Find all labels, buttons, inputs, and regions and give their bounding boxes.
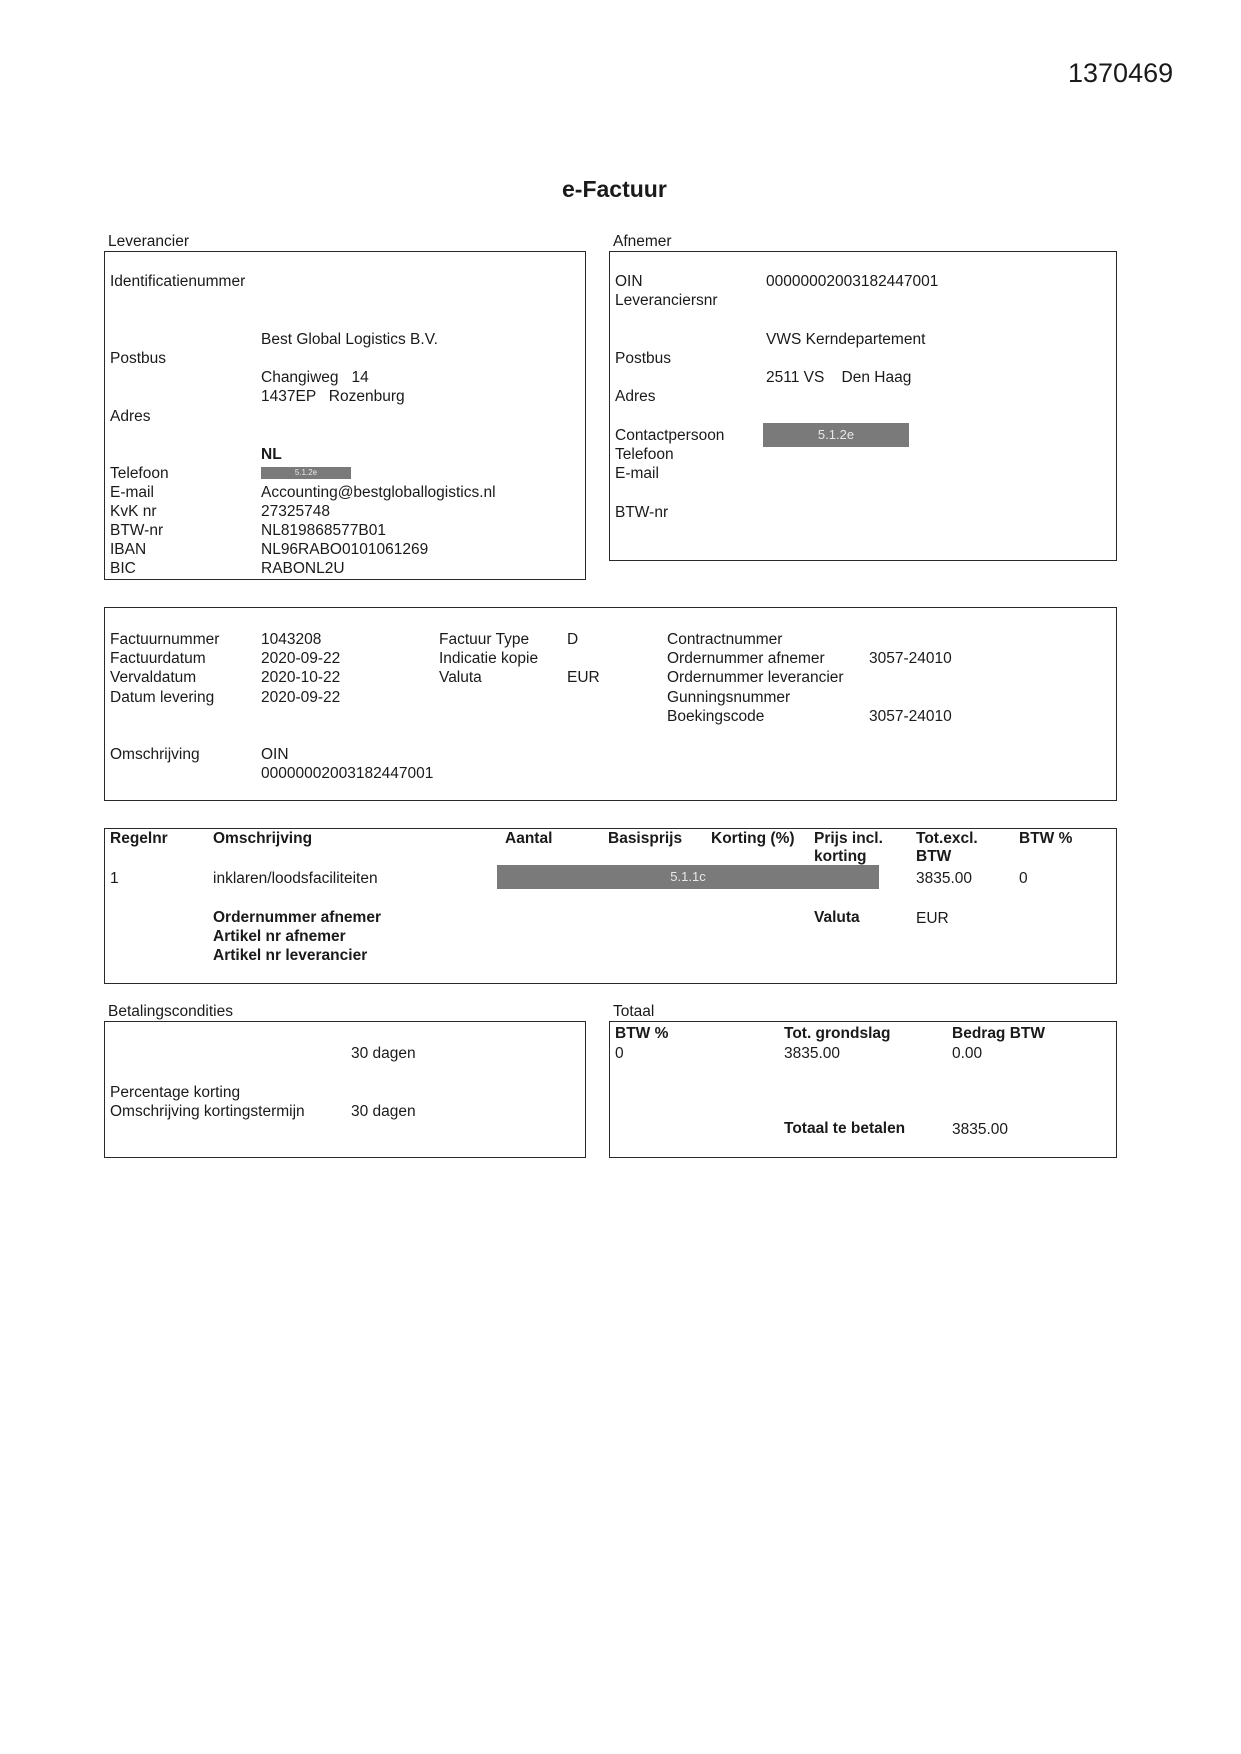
header-tot-line2: BTW [916,848,952,865]
customer-supplier-number-label: Leveranciersnr [615,292,718,309]
invoice-copy-label: Indicatie kopie [439,650,539,667]
invoice-number: 1043208 [261,631,322,648]
row-tot-excl: 3835.00 [916,870,973,887]
header-prijs-line1: Prijs incl. [814,830,883,847]
invoice-order-customer-label: Ordernummer afnemer [667,650,825,667]
totals-header-btw: BTW % [615,1025,669,1042]
row-price-redaction: 5.1.1c [497,865,879,889]
invoice-info-box [104,607,1117,801]
invoice-award-label: Gunningsnummer [667,689,791,706]
customer-box [609,251,1117,561]
header-prijs-line2: korting [814,848,867,865]
invoice-date: 2020-09-22 [261,650,341,667]
invoice-type: D [567,631,579,648]
page-number: 1370469 [1068,58,1174,88]
totals-base: 3835.00 [784,1045,841,1062]
payment-discount-term: 30 dagen [351,1103,416,1120]
header-btw: BTW % [1019,830,1073,847]
invoice-number-label: Factuurnummer [110,631,220,648]
detail-article-customer-label: Artikel nr afnemer [213,928,346,945]
totals-header-base: Tot. grondslag [784,1025,891,1042]
supplier-phone-redaction: 5.1.2e [261,467,351,479]
supplier-kvk: 27325748 [261,503,330,520]
customer-postal-city: 2511 VS Den Haag [766,369,912,386]
detail-order-customer-label: Ordernummer afnemer [213,909,381,926]
detail-article-supplier-label: Artikel nr leverancier [213,947,368,964]
header-regelnr: Regelnr [110,830,168,847]
customer-email-label: E-mail [615,465,659,482]
invoice-due-label: Vervaldatum [110,669,197,686]
payment-term: 30 dagen [351,1045,416,1062]
payment-section-label: Betalingscondities [108,1003,233,1020]
payment-discount-pct-label: Percentage korting [110,1084,241,1101]
header-basisprijs: Basisprijs [608,830,683,847]
totals-box [609,1021,1117,1158]
supplier-address-label: Adres [110,408,151,425]
customer-name: VWS Kerndepartement [766,331,926,348]
customer-oin: 00000002003182447001 [766,273,939,290]
invoice-currency: EUR [567,669,600,686]
row-regelnr: 1 [110,870,119,887]
supplier-country: NL [261,446,282,463]
invoice-delivery: 2020-09-22 [261,689,341,706]
row-btw: 0 [1019,870,1028,887]
detail-currency-label: Valuta [814,909,860,926]
customer-btw-label: BTW-nr [615,504,669,521]
invoice-booking-label: Boekingscode [667,708,765,725]
customer-contact-label: Contactpersoon [615,427,725,444]
invoice-booking: 3057-24010 [869,708,952,725]
invoice-due: 2020-10-22 [261,669,341,686]
customer-postbus-label: Postbus [615,350,672,367]
payment-discount-term-label: Omschrijving kortingstermijn [110,1103,305,1120]
supplier-box [104,251,586,580]
invoice-type-label: Factuur Type [439,631,530,648]
supplier-name: Best Global Logistics B.V. [261,331,438,348]
supplier-postbus-label: Postbus [110,350,167,367]
invoice-delivery-label: Datum levering [110,689,215,706]
detail-currency: EUR [916,910,949,927]
invoice-description-line1: OIN [261,746,289,763]
header-tot-line1: Tot.excl. [916,830,978,847]
header-aantal: Aantal [505,830,553,847]
customer-address-label: Adres [615,388,656,405]
header-omschrijving: Omschrijving [213,830,313,847]
invoice-date-label: Factuurdatum [110,650,206,667]
supplier-btw-label: BTW-nr [110,522,164,539]
invoice-description-label: Omschrijving [110,746,200,763]
invoice-currency-label: Valuta [439,669,482,686]
supplier-email: Accounting@bestgloballogistics.nl [261,484,496,501]
customer-phone-label: Telefoon [615,446,674,463]
supplier-btw: NL819868577B01 [261,522,386,539]
totals-btw: 0 [615,1045,624,1062]
supplier-email-label: E-mail [110,484,154,501]
invoice-contract-label: Contractnummer [667,631,783,648]
supplier-section-label: Leverancier [108,233,189,250]
customer-contact-redaction: 5.1.2e [763,423,909,447]
invoice-order-supplier-label: Ordernummer leverancier [667,669,844,686]
row-omschrijving: inklaren/loodsfaciliteiten [213,870,378,887]
document-title: e-Factuur [562,176,667,202]
totals-section-label: Totaal [613,1003,655,1020]
header-korting: Korting (%) [711,830,795,847]
totals-amount: 0.00 [952,1045,983,1062]
supplier-postal-city: 1437EP Rozenburg [261,388,405,405]
invoice-lines-box [104,828,1117,984]
payment-box [104,1021,586,1158]
invoice-order-customer: 3057-24010 [869,650,952,667]
customer-oin-label: OIN [615,273,643,290]
invoice-description-line2: 00000002003182447001 [261,765,434,782]
supplier-iban: NL96RABO0101061269 [261,541,429,558]
supplier-kvk-label: KvK nr [110,503,157,520]
totals-header-amount: Bedrag BTW [952,1025,1045,1042]
supplier-iban-label: IBAN [110,541,147,558]
totals-total: 3835.00 [952,1121,1009,1138]
supplier-identification-label: Identificatienummer [110,273,246,290]
supplier-street: Changiweg 14 [261,369,369,386]
totals-total-label: Totaal te betalen [784,1120,906,1137]
supplier-bic-label: BIC [110,560,136,577]
supplier-bic: RABONL2U [261,560,345,577]
customer-section-label: Afnemer [613,233,672,250]
supplier-phone-label: Telefoon [110,465,169,482]
